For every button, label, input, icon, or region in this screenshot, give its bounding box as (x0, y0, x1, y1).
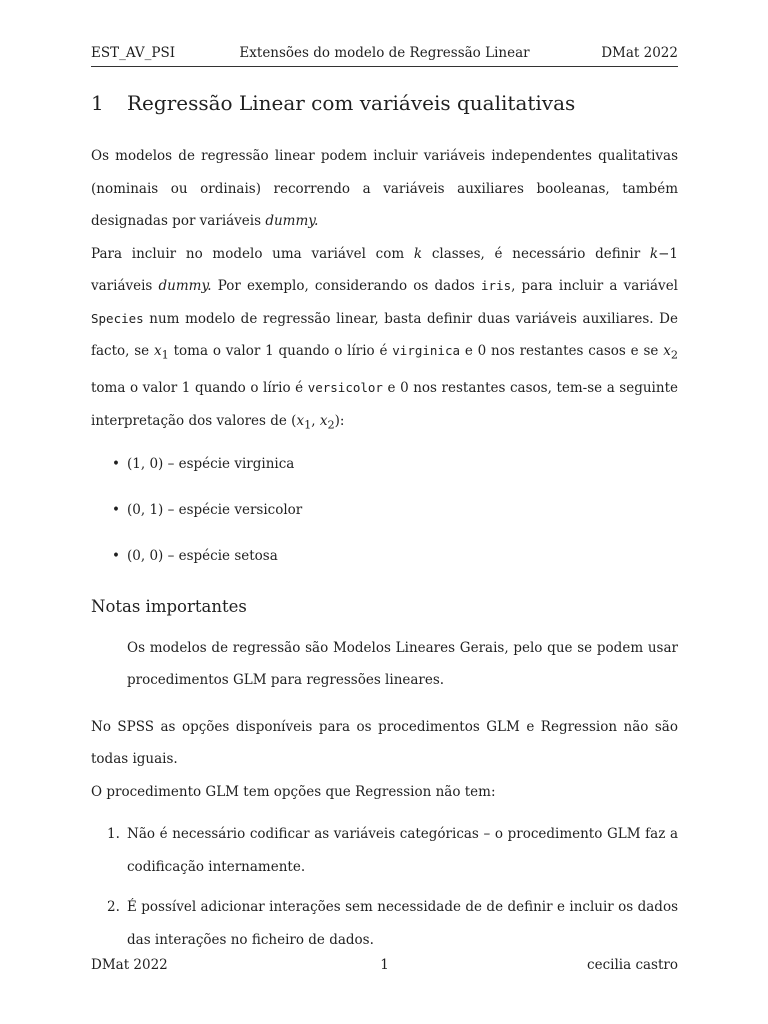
item-text: Não é necessário codificar as variáveis categóricas – o procedimento GLM faz a codificação internamente. (127, 826, 678, 875)
list-item (91, 818, 678, 883)
header-dept: DMat 2022 (601, 45, 678, 61)
text-run: , (311, 412, 320, 429)
list-item (91, 891, 678, 956)
dummy-term: dummy. (265, 213, 319, 229)
math-x: x (319, 412, 328, 429)
intro-text: Os modelos de regressão linear podem incluir variáveis independentes qualitativas (nominais ou ordinais) recorrendo a variáveis auxiliares booleanas, também designadas por variáveis (91, 148, 678, 229)
list-item: • (1, 0) – espécie virginica (91, 452, 678, 476)
math-subscript: 1 (161, 348, 169, 362)
code-versicolor: versicolor (307, 380, 383, 396)
text-run: num modelo de regressão linear, basta definir duas variáveis auxiliares. De facto, se (91, 310, 678, 359)
code-species: Species (91, 310, 144, 326)
header-course: EST_AV_PSI (91, 45, 176, 61)
footer-author: cecilia castro (587, 957, 678, 973)
page-footer (91, 957, 678, 977)
glm-paragraph: O procedimento GLM tem opções que Regression não tem: (91, 783, 496, 800)
header-title: Extensões do modelo de Regressão Linear (239, 45, 530, 61)
math-x: x (663, 343, 671, 359)
page-number: 1 (380, 957, 389, 973)
note-paragraph: Os modelos de regressão são Modelos Lineares Gerais, pelo que se podem usar procedimentos GLM para regressões lineares. (127, 639, 678, 689)
code-iris: iris (481, 278, 512, 293)
text-run: , para incluir a variável (511, 278, 678, 294)
page-body (91, 88, 678, 964)
math-subscript: 2 (670, 348, 678, 362)
section-title: Regressão Linear com variáveis qualitativas (127, 91, 576, 115)
text-run: Por exemplo, considerando os dados (211, 278, 481, 294)
list-item: • (0, 0) – espécie setosa (91, 544, 678, 568)
math-subscript: 1 (304, 418, 312, 432)
intro-paragraph (91, 140, 678, 238)
text-run: ): (334, 412, 345, 429)
text-run: Para incluir no modelo uma variável com (91, 245, 414, 262)
species-list (91, 452, 678, 568)
text-run: e 0 nos restantes casos e se (460, 343, 664, 359)
dummy-term: dummy. (158, 278, 212, 294)
glm-options-list (91, 818, 678, 956)
math-x: x (154, 343, 162, 359)
subsection-heading: Notas importantes (91, 596, 247, 616)
math-k: k (413, 245, 423, 262)
math-minus-one: −1 (658, 245, 679, 262)
text-run: variáveis (91, 278, 159, 294)
section-number: 1 (91, 91, 104, 115)
dummy-paragraph (91, 238, 678, 442)
math-x: x (296, 412, 305, 429)
item-number: 1. (107, 826, 120, 843)
text-run: e 0 nos restantes casos, tem-se a seguinte interpretação dos valores de ( (91, 380, 678, 429)
list-item: • (0, 1) – espécie versicolor (91, 498, 678, 522)
text-run: toma o valor 1 quando o lírio é (168, 343, 393, 359)
text-run: classes, é necessário definir (422, 245, 650, 262)
code-virginica: virginica (392, 343, 461, 358)
text-run: toma o valor 1 quando o lírio é (91, 380, 308, 397)
math-k: k (649, 245, 659, 262)
section-heading (91, 88, 678, 118)
spss-paragraph: No SPSS as opções disponíveis para os procedimentos GLM e Regression não são todas iguais. (91, 718, 678, 768)
footer-dept: DMat 2022 (91, 957, 168, 973)
item-text: É possível adicionar interações sem necessidade de de definir e incluir os dados das interações no ficheiro de dados. (127, 899, 678, 948)
page-header (91, 45, 678, 67)
math-subscript: 2 (327, 418, 335, 432)
item-number: 2. (107, 899, 120, 916)
